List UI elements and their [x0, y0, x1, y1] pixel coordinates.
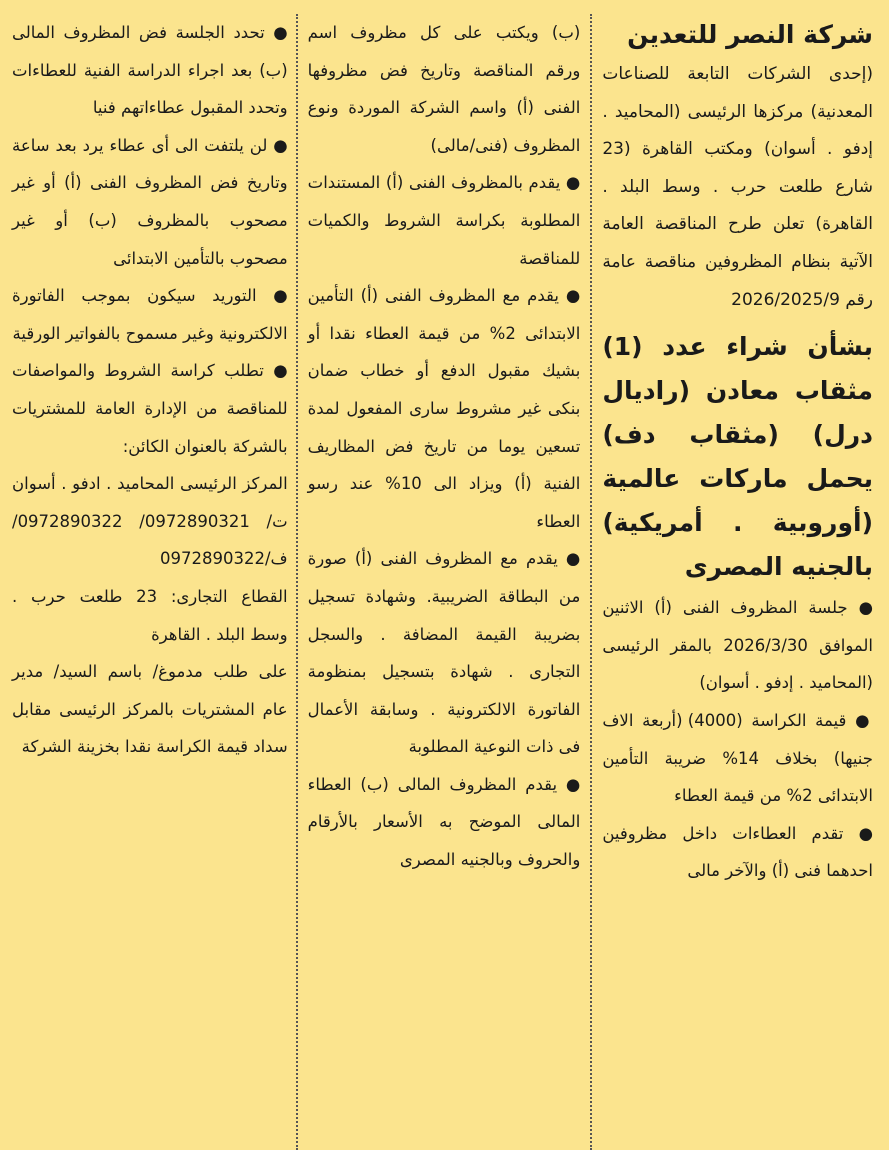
list-item: على طلب مدموغ/ باسم السيد/ مدير عام المشتريات بالمركز الرئيسى مقابل سداد قيمة الكراسة نقدا بخزينة الشركة: [12, 662, 288, 757]
list-item: ● التوريد سيكون بموجب الفاتورة الالكترونية وغير مسموح بالفواتير الورقية: [12, 286, 288, 343]
column-middle: [298, 14, 591, 1150]
tender-subject: بشأن شراء عدد (1) مثقاب معادن (راديال درل) (مثقاب دف) يحمل ماركات عالمية (أوروبية . أمريكية) بالجنيه المصرى: [602, 332, 873, 582]
list-item: ● تطلب كراسة الشروط والمواصفات للمناقصة من الإدارة العامة للمشتريات بالشركة بالعنوان الكائن:: [12, 361, 288, 456]
list-item: ● تقدم العطاءات داخل مظروفين احدهما فنى (أ) والآخر مالى: [602, 823, 873, 881]
company-name: شركة النصر للتعدين: [627, 20, 873, 49]
list-item: ● يقدم بالمظروف الفنى (أ) المستندات المطلوبة بكراسة الشروط والكميات للمناقصة: [307, 173, 581, 268]
list-item: القطاع التجارى: 23 طلعت حرب . وسط البلد . القاهرة: [12, 586, 288, 644]
column-right: [592, 14, 881, 1150]
list-item: المركز الرئيسى المحاميد . ادفو . أسوان ت/ 0972890321/ 0972890322/ ف/0972890322: [12, 474, 288, 569]
list-item: ● يقدم المظروف المالى (ب) العطاء المالى الموضح به الأسعار بالأرقام والحروف وبالجنيه المصرى: [307, 774, 581, 870]
column-divider: [296, 14, 298, 1150]
list-item: ● قيمة الكراسة (4000) (أربعة الاف جنيها) بخلاف 14% ضريبة التأمين الابتدائى 2% من قيمة العطاء: [602, 710, 873, 806]
column-left: [8, 14, 296, 1150]
list-item: ● لن يلتفت الى أى عطاء يرد بعد ساعة وتاريخ فض المظروف الفنى (أ) أو غير مصحوب بالمظروف (ب) أو غير مصحوب بالتأمين الابتدائى: [12, 135, 288, 268]
list-item: (ب) ويكتب على كل مظروف اسم ورقم المناقصة وتاريخ فض مظروفها الفنى (أ) واسم الشركة الموردة ونوع المظروف (فنى/مالى): [307, 23, 581, 155]
column-divider: [590, 14, 592, 1150]
list-item: ● يقدم مع المظروف الفنى (أ) صورة من البطاقة الضريبية. وشهادة تسجيل بضريبة القيمة المضافة . والسجل التجارى . شهادة بتسجيل بمنظومة الفاتورة الالكترونية . وسابقة الأعمال فى ذات النوعية المطلوبة: [307, 549, 581, 757]
list-item: ● يقدم مع المظروف الفنى (أ) التأمين الابتدائى 2% من قيمة العطاء نقدا أو بشيك مقبول الدفع أو خطاب ضمان بنكى غير مشروط سارى المفعول لمدة تسعين يوما من تاريخ فض المظاريف الفنية (أ) ويزاد الى 10% عند رسو العطاء: [307, 286, 581, 531]
list-item: ● تحدد الجلسة فض المظروف المالى (ب) بعد اجراء الدراسة الفنية للعطاءات وتحدد المقبول عطاءاتهم فنيا: [12, 23, 288, 118]
list-item: ● جلسة المظروف الفنى (أ) الاثنين الموافق 2026/3/30 بالمقر الرئيسى (المحاميد . إدفو . أسوان): [602, 598, 874, 693]
company-intro: (إحدى الشركات التابعة للصناعات المعدنية) مركزها الرئيسى (المحاميد . إدفو . أسوان) ومكتب القاهرة (23 شارع طلعت حرب . وسط البلد . القاهرة) تعلن طرح المناقصة العامة الآتية بنظام المظروفين مناقصة عامة رقم 2026/2025/9: [602, 64, 873, 310]
